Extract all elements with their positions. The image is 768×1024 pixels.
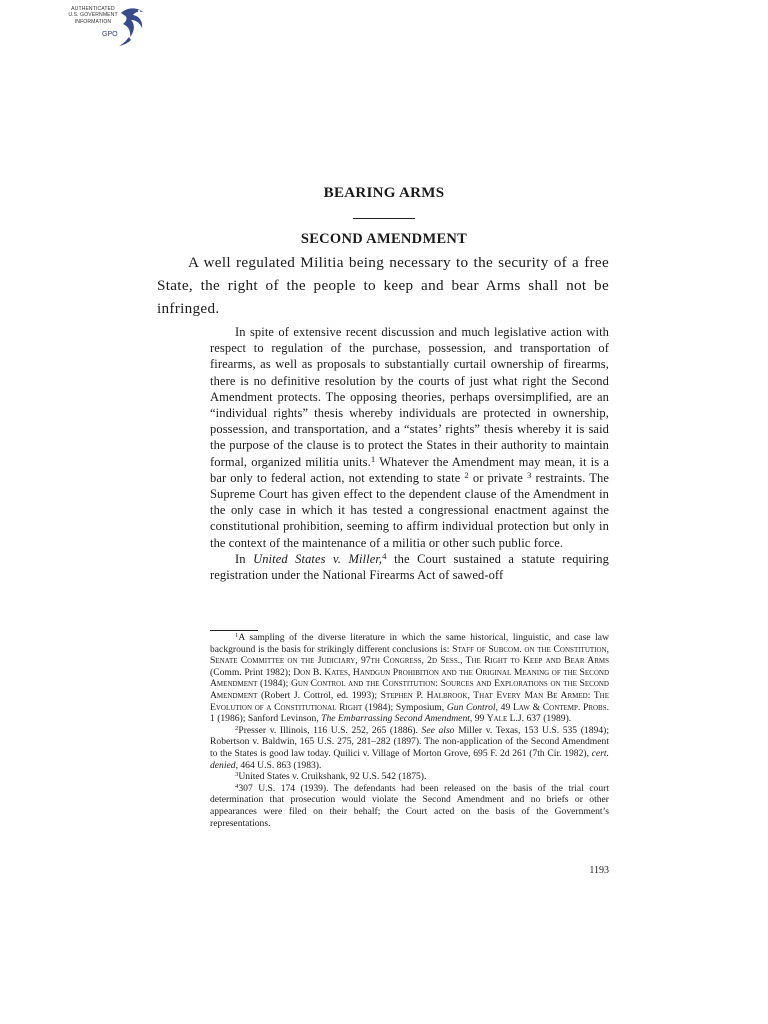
- footnote-text: Presser v. Illinois, 116 U.S. 252, 265 (1886).: [238, 724, 422, 736]
- section-heading: SECOND AMENDMENT: [300, 231, 468, 247]
- footnote-text: L.J. 637 (1989).: [507, 713, 572, 725]
- logo-mark: GPO: [102, 31, 118, 38]
- gpo-authentication-logo: [62, 5, 148, 47]
- commentary-paragraph: [210, 324, 609, 551]
- footnote-italic: Gun Control: [446, 701, 496, 713]
- footnote-text: , 464 U.S. 863 (1983).: [235, 759, 322, 771]
- case-name: United States v. Miller,: [253, 551, 383, 566]
- footnote-ref: 1: [370, 453, 376, 464]
- commentary-text: the Court sustained a statute requiring registration under the National Firearms Act of sawed-off: [210, 551, 610, 583]
- footnote-citation: Stephen P. Halbrook, That Every Man Be Armed: The Evolution of a Constitutional Right: [210, 689, 609, 713]
- commentary-text: restraints. The Supreme Court has given effect to the dependent clause of the Amendment in the only case in which it has tested a congressional enactment against the constitutional prohibition, seeming to affirm individual protection but only in the context of the maintenance of a militia or other such public force.: [210, 470, 609, 550]
- footnote-2: [210, 725, 609, 771]
- footnote-text: (1984);: [257, 678, 291, 690]
- amendment-text-body: A well regulated Militia being necessary to the security of a free State, the right of the people to keep and bear Arms shall not be infringed.: [157, 254, 609, 317]
- footnote-italic: The Embarrassing Second Amendment: [321, 713, 470, 725]
- footnote-citation: Staff of Subcom. on the Constitution, Senate Committee on the Judiciary, 97th Congress, 2d Sess., The Right to Keep and Bear Arms: [210, 643, 609, 667]
- footnote-citation: Don B. Kates, Handgun Prohibition and the Original Meaning of the Second Amendment: [210, 666, 609, 690]
- footnote-number: 4: [235, 782, 239, 790]
- page-number: 1193: [589, 865, 609, 876]
- footnote-text: A sampling of the diverse literature in which the same historical, linguistic, and case law background is the basis for strikingly different conclusions is:: [210, 632, 609, 655]
- footnote-3: [210, 771, 609, 783]
- footnote-text: 307 U.S. 174 (1939). The defendants had been released on the basis of the trial court determination that prosecution would violate the Second Amendment and no briefs or other appearances were filed on their behalf; the Court acted on the basis of the Government’s representations.: [210, 782, 609, 829]
- footnote-text: United States v. Cruikshank, 92 U.S. 542 (1875).: [238, 771, 427, 783]
- footnote-citation: Yale: [486, 713, 508, 725]
- footnote-text: , 99: [469, 713, 487, 725]
- commentary-paragraph: [210, 551, 609, 583]
- footnote-text: (Robert J. Cottrol, ed. 1993);: [257, 689, 381, 701]
- footnotes: [210, 632, 609, 829]
- footnote-ref: 3: [526, 469, 532, 480]
- footnote-text: (1984); Symposium,: [362, 701, 447, 713]
- logo-line: AUTHENTICATED: [71, 6, 115, 12]
- logo-line: U.S. GOVERNMENT: [68, 12, 118, 19]
- title-divider: [353, 218, 415, 219]
- footnote-text: 1 (1986); Sanford Levinson,: [210, 713, 322, 725]
- footnote-number: 1: [235, 631, 239, 639]
- commentary-text: or private: [468, 470, 523, 485]
- commentary-text: In: [235, 551, 254, 566]
- eagle-icon: [115, 5, 149, 47]
- logo-line: INFORMATION: [74, 18, 112, 25]
- footnote-ref: 2: [464, 469, 469, 480]
- footnote-citation: Law & Contemp. Probs.: [512, 701, 610, 713]
- amendment-text: [157, 251, 609, 320]
- commentary-text: In spite of extensive recent discussion and much legislative action with respect to regulation of the purchase, possession, and transportation of firearms, as well as proposals to substantially curtail ownership of firearms, there is no definitive resolution by the courts of just what right the Second Amendment protects. The opposing theories, perhaps oversimplified, are an “individual rights” thesis whereby individuals are protected in ownership, possession, and transportation, and a “states’ rights” thesis whereby it is said the purpose of the clause is to protect the States in their authority to maintain formal, organized militia units.: [210, 325, 609, 469]
- footnote-italic: cert. denied: [210, 747, 609, 771]
- footnote-1: [210, 632, 609, 725]
- footnote-text: Miller v. Texas, 153 U.S. 535 (1894); Robertson v. Baldwin, 165 U.S. 275, 281–282 (1897). The non-application of the Second Amendment to the States is good law today. Quilici v. Village of Morton Grove, 695 F. 2d 261 (7th Cir. 1982),: [210, 724, 609, 759]
- footnote-ref: 4: [382, 550, 387, 561]
- footnote-divider: [210, 630, 258, 631]
- commentary-text: Whatever the Amendment may mean, it is a bar only to federal action, not extending to state: [210, 454, 609, 485]
- footnote-citation: Gun Control and the Constitution: Sources and Explorations on the Second Amendment: [210, 678, 609, 701]
- commentary: [210, 324, 609, 583]
- page-title: BEARING ARMS: [323, 185, 445, 201]
- footnote-text: (Comm. Print 1982);: [210, 666, 294, 678]
- footnote-text: , 49: [495, 701, 513, 713]
- footnote-number: 2: [235, 724, 239, 732]
- footnote-number: 3: [235, 771, 239, 779]
- footnote-4: [210, 783, 609, 829]
- footnote-italic: See also: [421, 724, 455, 736]
